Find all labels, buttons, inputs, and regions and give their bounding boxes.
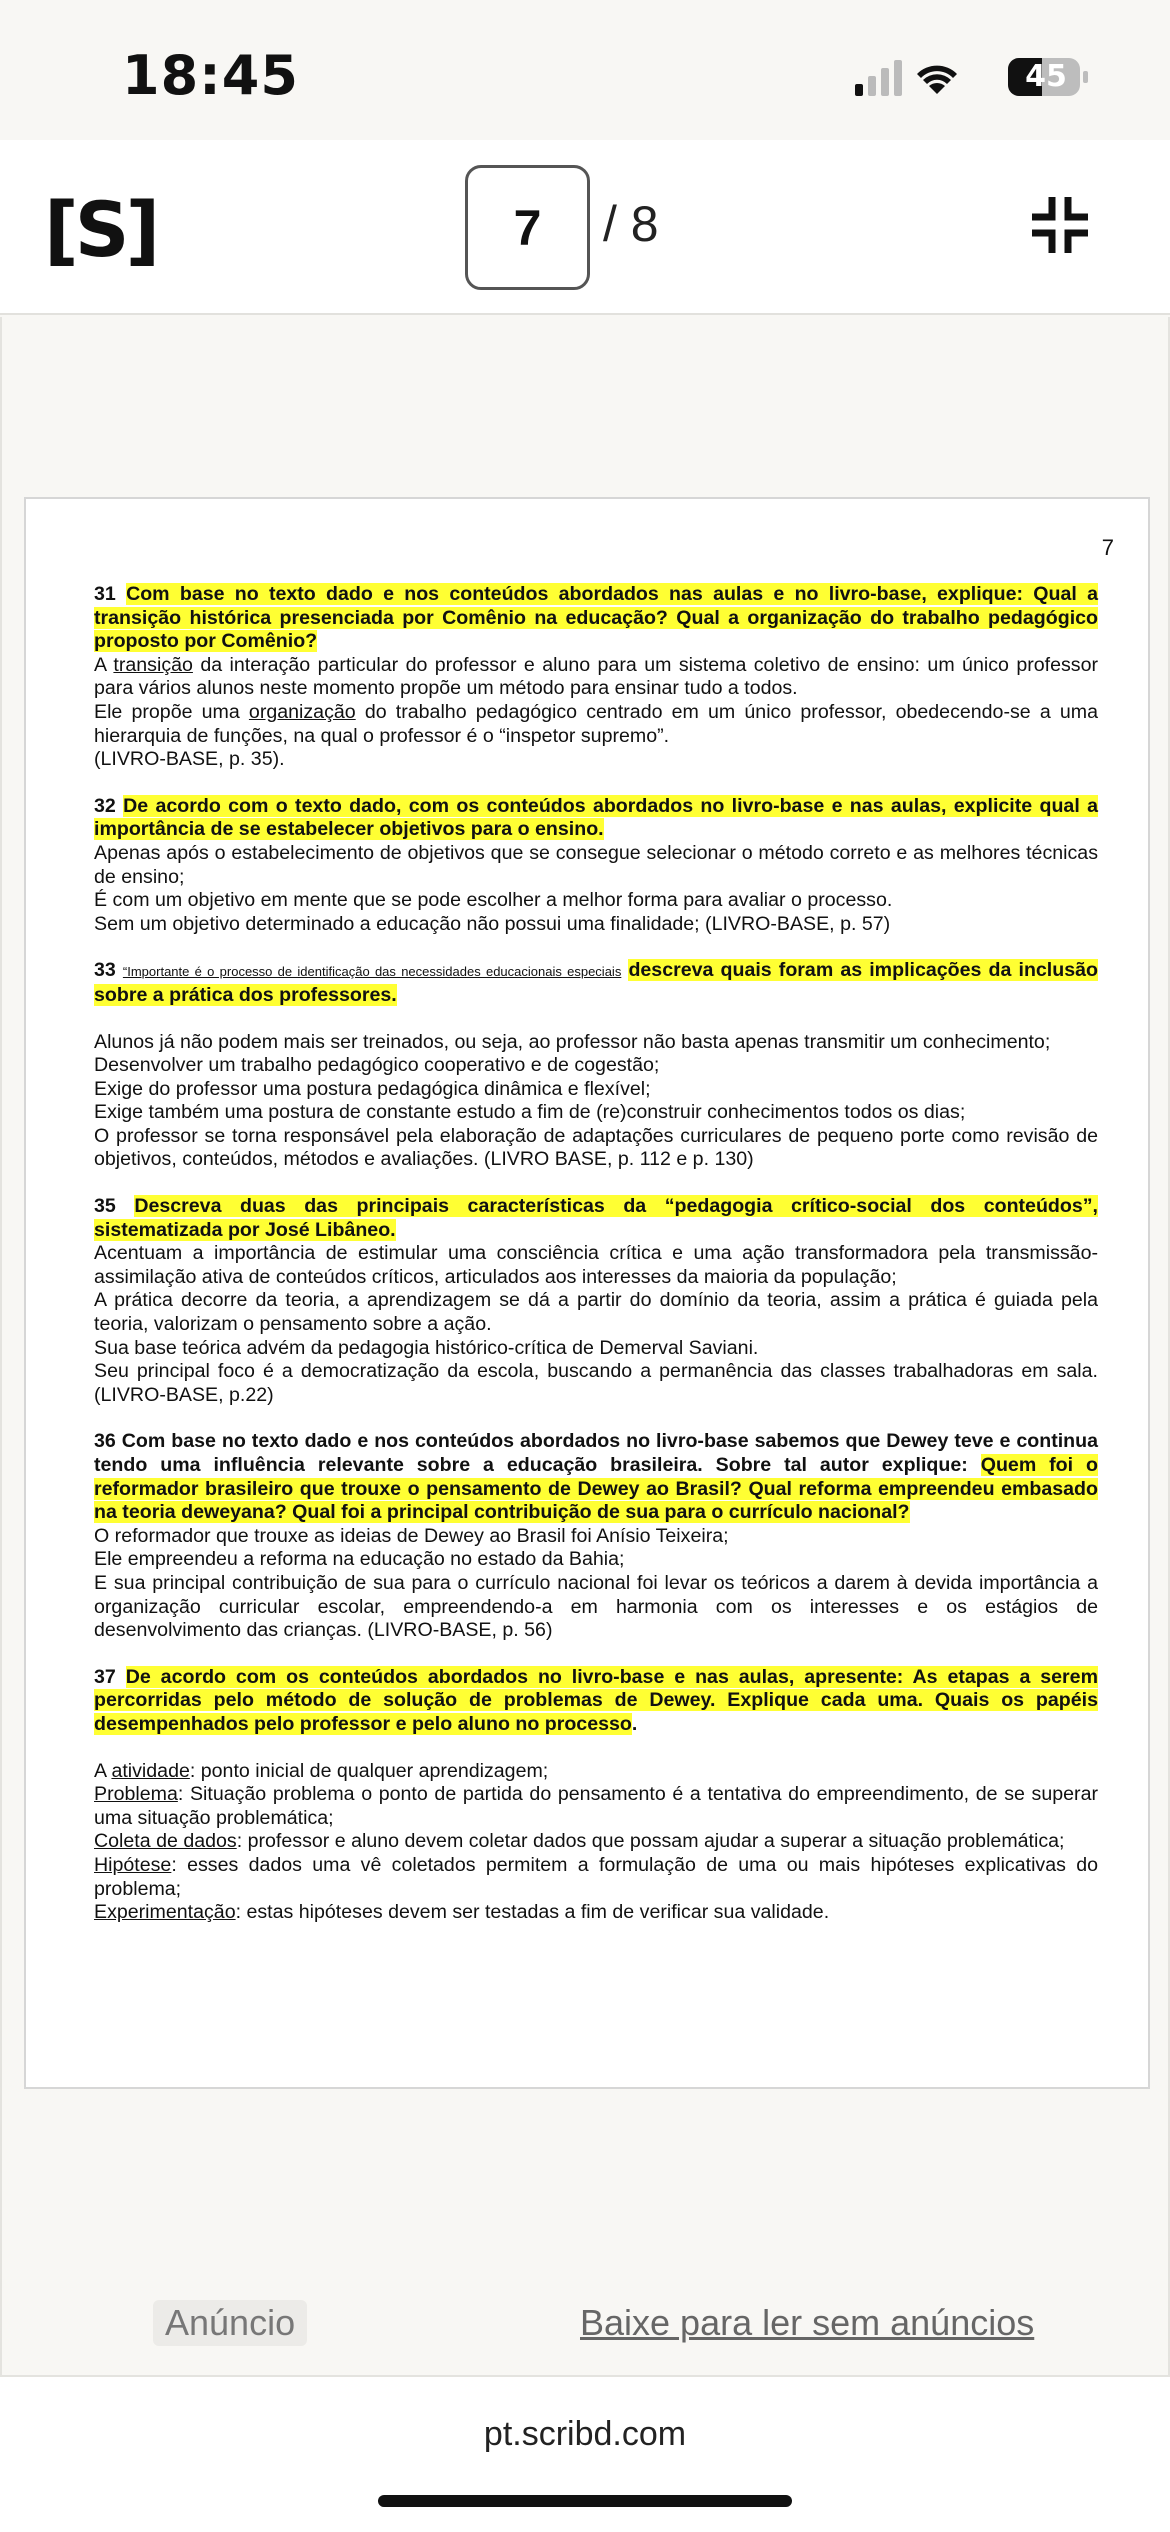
- answer-31-line-2: Ele propõe uma organização do trabalho pedagógico centrado em um único professor, obedecendo-se a uma hierarquia de funções, na qual o professor é o “inspetor supremo”.: [94, 700, 1099, 747]
- ad-row: [0, 2300, 1170, 2360]
- wifi-icon: [917, 66, 957, 94]
- browser-bottom-bar: [0, 2375, 1170, 2532]
- question-32: 32 De acordo com o texto dado, com os conteúdos abordados no livro-base e nas aulas, explicite qual a importância de se estabelecer objetivos para o ensino.: [94, 794, 1098, 841]
- document-viewer[interactable]: [0, 317, 1170, 2375]
- answer-35-line-1: Acentuam a importância de estimular uma consciência crítica e uma ação transformadora pela transmissão-assimilação ativa de conteúdos críticos, articulados aos interesses da maioria da população;: [94, 1242, 1098, 1288]
- home-indicator[interactable]: [378, 2495, 792, 2507]
- document-page: [24, 497, 1150, 2089]
- url-bar[interactable]: pt.scribd.com: [483, 2415, 687, 2453]
- answer-36-line-3: E sua principal contribuição de sua para o currículo nacional foi levar os teóricos a darem à devida importância a organização curricular escolar, empreendendo-a em harmonia com os interesses e os estágios de desenvolvimento das crianças. (LIVRO-BASE, p. 56): [94, 1571, 1098, 1642]
- battery-level: 45: [1025, 59, 1067, 94]
- question-36: 36 Com base no texto dado e nos conteúdos abordados no livro-base sabemos que Dewey teve e continua tendo uma influência relevante sobre a educação brasileira. Sobre tal autor explique: Quem foi o reformador brasileiro que trouxe o pensamento de Dewey ao Brasil? Qual reforma empreendeu embasado na teoria deweyana? Qual foi a principal contribuição de sua para o currículo nacional?: [94, 1430, 1098, 1524]
- status-bar: [0, 0, 1170, 140]
- download-no-ads-link[interactable]: Baixe para ler sem anúncios: [580, 2302, 1035, 2343]
- cellular-signal-icon: [855, 60, 902, 96]
- answer-32-line-2: É com um objetivo em mente que se pode escolher a melhor forma para avaliar o processo.: [94, 889, 893, 912]
- answer-36-line-1: O reformador que trouxe as ideias de Dewey ao Brasil foi Anísio Teixeira;: [94, 1524, 729, 1547]
- page-number-label: 7: [1101, 535, 1114, 560]
- answer-35-line-4: Seu principal foco é a democratização da escola, buscando a permanência das classes trabalhadoras em sala. (LIVRO-BASE, p.22): [94, 1360, 1098, 1406]
- answer-37-line-5: Experimentação: estas hipóteses devem ser testadas a fim de verificar sua validade.: [94, 1901, 830, 1924]
- answer-36-line-2: Ele empreendeu a reforma na educação no estado da Bahia;: [94, 1548, 625, 1571]
- ad-label: Anúncio: [153, 2300, 307, 2346]
- status-time: 18:45: [122, 44, 299, 107]
- page-number-input[interactable]: 7: [465, 165, 590, 290]
- question-35: 35 Descreva duas das principais características da “pedagogia crítico-social dos conteúdos”, sistematizada por José Libâneo.: [94, 1195, 1098, 1241]
- scribd-logo[interactable]: [S]: [44, 185, 157, 274]
- answer-33-line-5: O professor se torna responsável pela elaboração de adaptações curriculares de pequeno porte como revisão de objetivos, conteúdos, métodos e avaliações. (LIVRO BASE, p. 112 e p. 130): [94, 1124, 1098, 1171]
- answer-37-line-3: Coleta de dados: professor e aluno devem coletar dados que possam ajudar a superar a situação problemática;: [94, 1830, 1065, 1853]
- answer-37-line-1: A atividade: ponto inicial de qualquer aprendizagem;: [94, 1759, 549, 1782]
- answer-37-line-2: Problema: Situação problema o ponto de partida do pensamento é a tentativa do empreendimento, de se superar uma situação problemática;: [94, 1783, 1098, 1829]
- answer-35-line-3: Sua base teórica advém da pedagogia histórico-crítica de Demerval Saviani.: [94, 1336, 759, 1359]
- collapse-fullscreen-icon[interactable]: [1030, 195, 1090, 255]
- answer-33-line-2: Desenvolver um trabalho pedagógico cooperativo e de cogestão;: [94, 1054, 660, 1077]
- answer-35-line-2: A prática decorre da teoria, a aprendizagem se dá a partir do domínio da teoria, assim a prática é guiada pela teoria, valorizam o pensamento sobre a ação.: [94, 1289, 1098, 1336]
- answer-32-line-1: Apenas após o estabelecimento de objetivos que se consegue selecionar o método correto e as melhores técnicas de ensino;: [94, 841, 1098, 888]
- answer-33-line-4: Exige também uma postura de constante estudo a fim de (re)construir conhecimentos todos os dias;: [94, 1101, 966, 1124]
- answer-31-line-3: (LIVRO-BASE, p. 35).: [94, 748, 285, 771]
- answer-31-line-1: A transição da interação particular do professor e aluno para um sistema coletivo de ensino: um único professor para vários alunos neste momento propõe um método para ensinar tudo a todos.: [94, 653, 1098, 700]
- question-31: 31 Com base no texto dado e nos conteúdos abordados nas aulas e no livro-base, explique: Qual a transição histórica presenciada por Comênio na educação? Qual a organização do trabalho pedagógico proposto por Comênio?: [94, 583, 1098, 653]
- document-text: [94, 583, 1098, 1925]
- question-37: 37 De acordo com os conteúdos abordados no livro-base e nas aulas, apresente: As etapas a serem percorridas pelo método de solução de problemas de Dewey. Explique cada uma. Quais os papéis desempenhados pelo professor e pelo aluno no processo.: [94, 1665, 1098, 1735]
- question-33: 33 “Importante é o processo de identificação das necessidades educacionais especiais descreva quais foram as implicações da inclusão sobre a prática dos professores.: [94, 959, 1098, 1006]
- page-total: / 8: [603, 196, 659, 252]
- answer-32-line-3: Sem um objetivo determinado a educação não possui uma finalidade; (LIVRO-BASE, p. 57): [94, 912, 891, 935]
- answer-33-line-3: Exige do professor uma postura pedagógica dinâmica e flexível;: [94, 1077, 651, 1100]
- viewer-header: [0, 140, 1170, 315]
- answer-33-line-1: Alunos já não podem mais ser treinados, ou seja, ao professor não basta apenas transmitir um conhecimento;: [94, 1030, 1051, 1053]
- answer-37-line-4: Hipótese: esses dados uma vê coletados permitem a formulação de uma ou mais hipóteses explicativas do problema;: [94, 1853, 1098, 1900]
